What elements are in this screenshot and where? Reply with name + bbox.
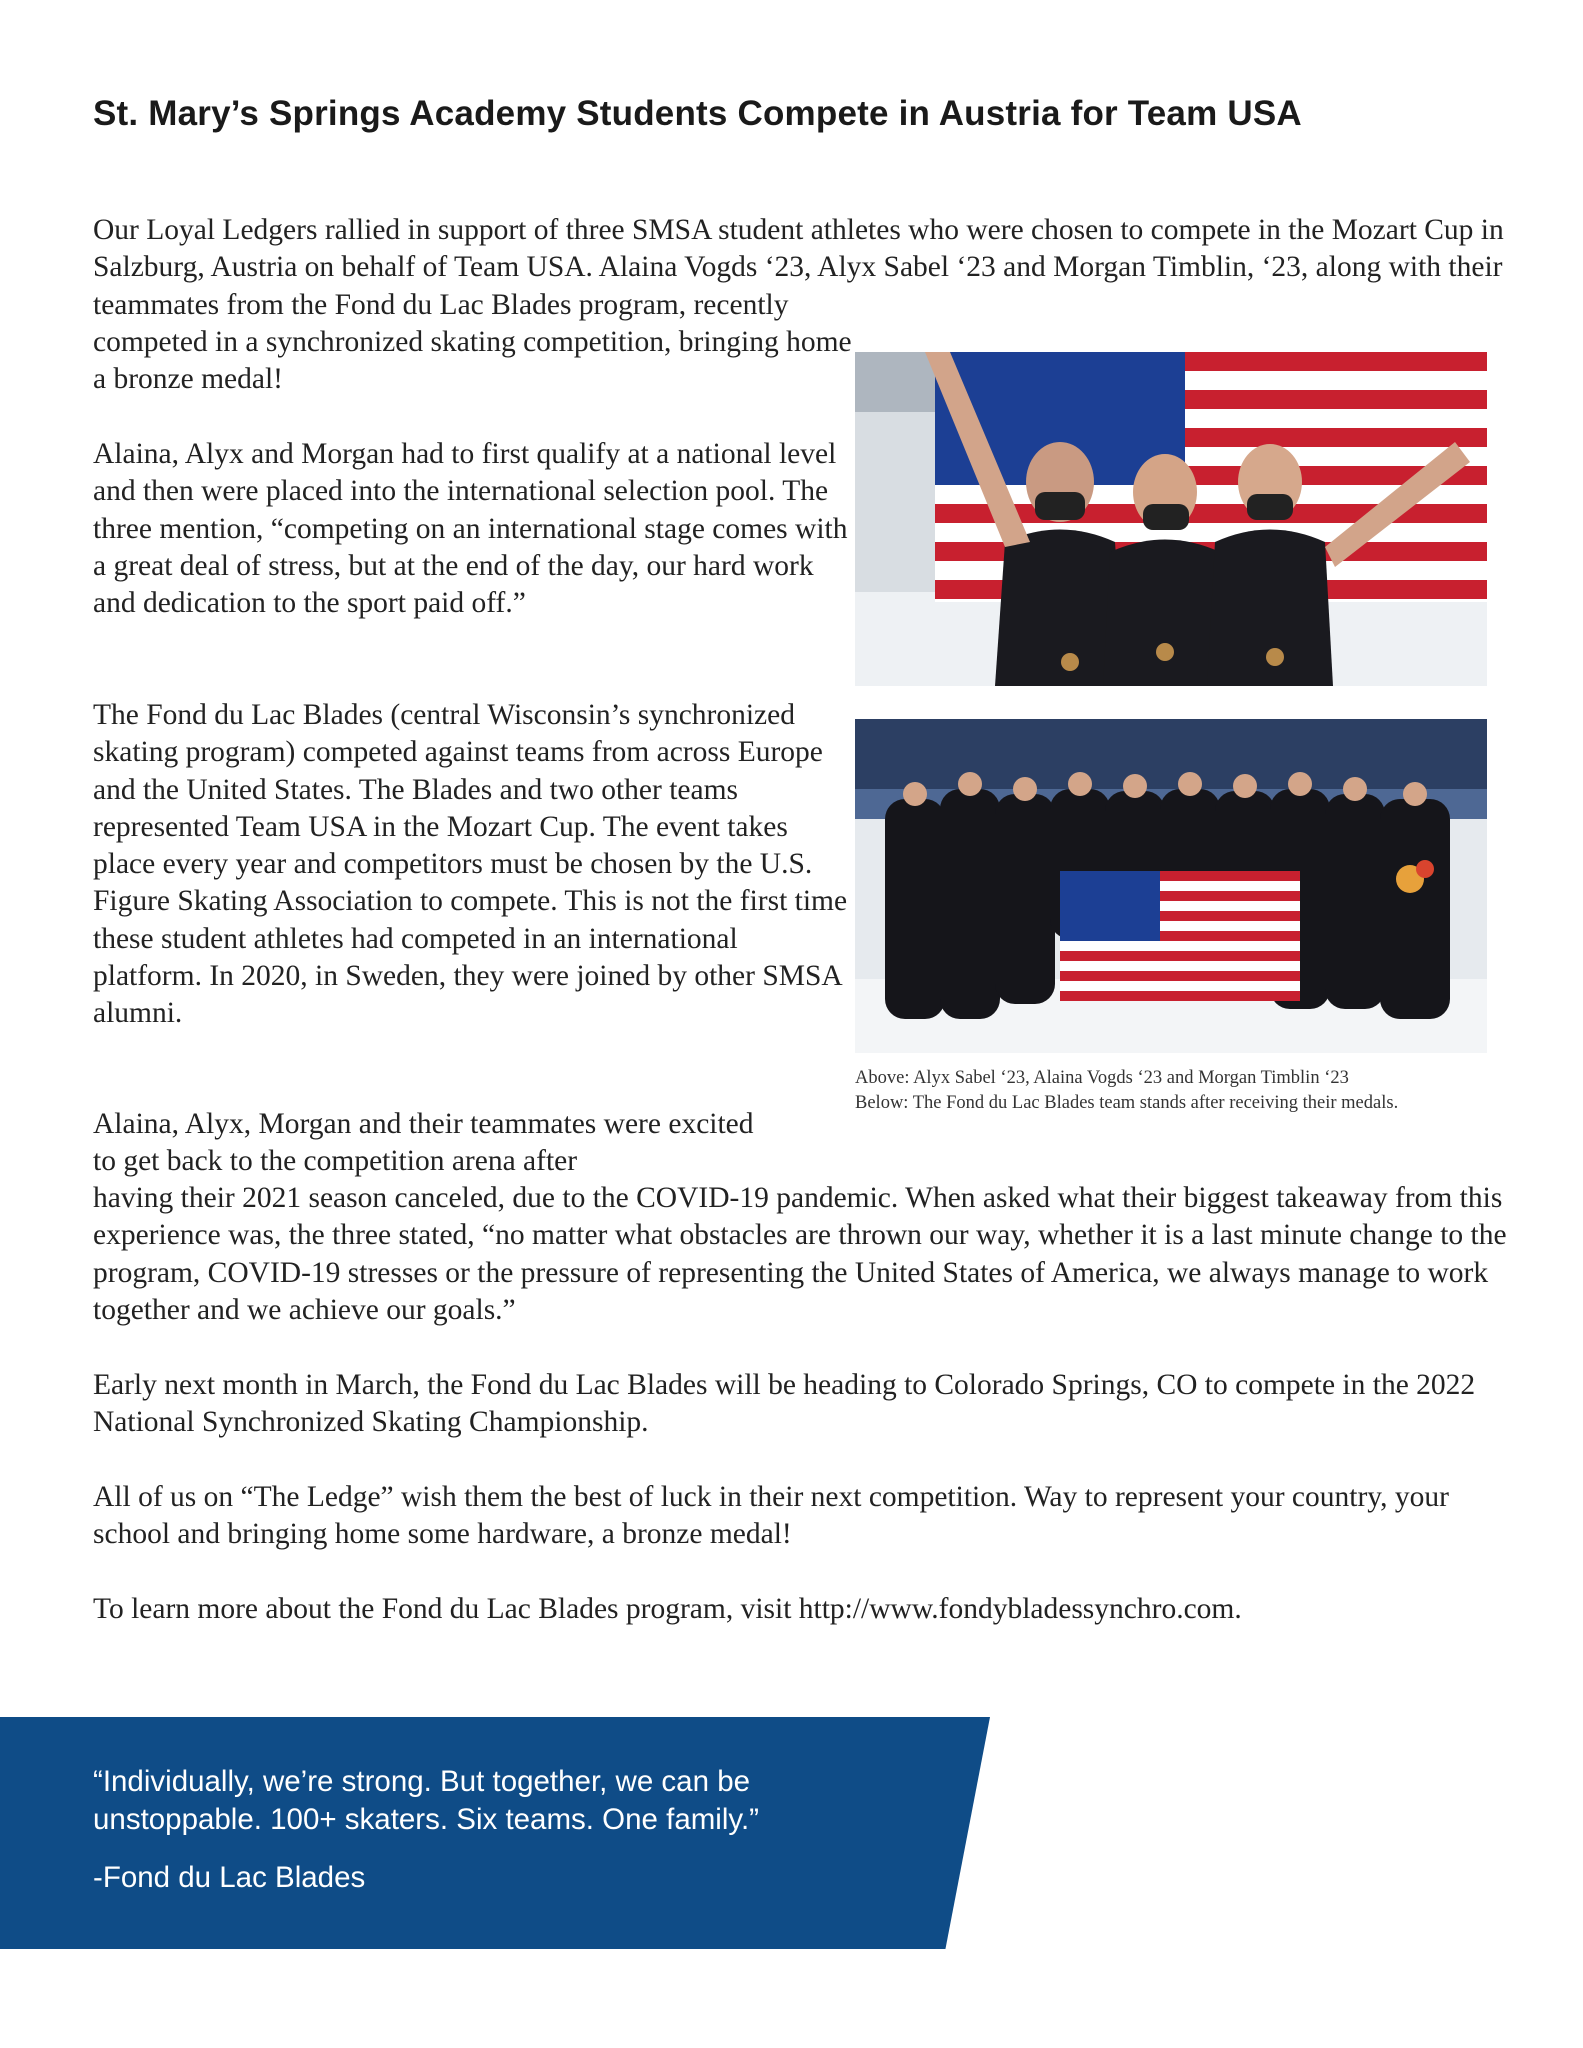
paragraph-nationals: Early next month in March, the Fond du Lac Blades will be heading to Colorado Springs, CO to compete in the 2022 National Synchronized Skating Championship. [93, 1369, 1476, 1439]
paragraph-intro: Our Loyal Ledgers rallied in support of three SMSA student athletes who were chosen to compete in the Mozart Cup in Salzburg, Austria on behalf of Team USA. Alaina Vogds ‘23, Alyx Sabel ‘23 and Morgan Timblin, ‘23, along with their teammates from the Fond du Lac Blades program, recently [93, 214, 1504, 321]
paragraph-qualification: Alaina, Alyx and Morgan had to first qualify at a national level and then were placed into the international selection pool. The three mention, “competing on an international stage comes with a great deal of stress, but at the end of the day, our hard work and dedication to the sport paid off.” [93, 438, 848, 620]
caption-below: Below: The Fond du Lac Blades team stands after receiving their medals. [855, 1093, 1399, 1113]
quote-attribution: -Fond du Lac Blades [93, 1861, 366, 1894]
article-title: St. Mary’s Springs Academy Students Compete in Austria for Team USA [93, 94, 1302, 133]
paragraph-good-luck: All of us on “The Ledge” wish them the best of luck in their next competition. Way to represent your country, your school and bringing home some hardware, a bronze medal! [93, 1481, 1449, 1551]
caption-above: Above: Alyx Sabel ‘23, Alaina Vogds ‘23 and Morgan Timblin ‘23 [855, 1068, 1349, 1088]
paragraph-season-intro: Alaina, Alyx, Morgan and their teammates were excited to get back to the competition arena after [93, 1108, 754, 1178]
photo-caption [855, 1066, 1495, 1116]
paragraph-blades-program: The Fond du Lac Blades (central Wisconsin’s synchronized skating program) competed against teams from across Europe and the United States. The Blades and two other teams represented Team USA in the Mozart Cup. The event takes place every year and competitors must be chosen by the U.S. Figure Skating Association to compete. This is not the first time these student athletes had competed in an international platform. In 2020, in Sweden, they were joined by other SMSA alumni. [93, 699, 848, 1030]
paragraph-season: having their 2021 season canceled, due to the COVID-19 pandemic. When asked what their biggest takeaway from this experience was, the three stated, “no matter what obstacles are thrown our way, whether it is a last minute change to the program, COVID-19 stresses or the pressure of representing the United States of America, we always manage to work together and we achieve our goals.” [93, 1182, 1507, 1326]
photo-three-skaters [855, 352, 1487, 686]
quote-text: “Individually, we’re strong. But together, we can be unstoppable. 100+ skaters. Six teams. One family.” [93, 1765, 759, 1836]
paragraph-intro-continued: competed in a synchronized skating competition, bringing home a bronze medal! [93, 326, 852, 396]
photo-team-group [855, 719, 1487, 1053]
paragraph-learn-more: To learn more about the Fond du Lac Blades program, visit http://www.fondybladessynchro.com. [93, 1593, 1242, 1625]
